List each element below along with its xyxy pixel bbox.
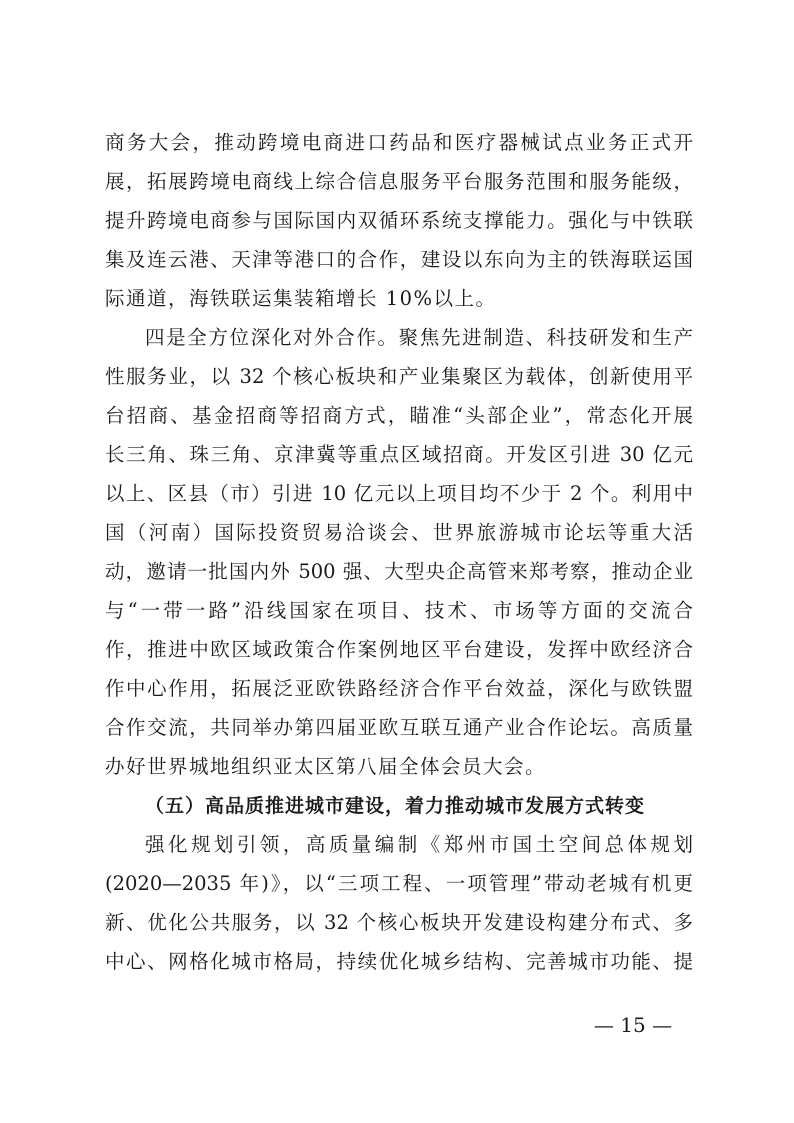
paragraph-start-line: 四是全方位深化对外合作。聚焦先进制造、科技研发和生产 xyxy=(145,326,693,349)
paragraph-start-line: 强化规划引领，高质量编制《郑州市国土空间总体规划 xyxy=(145,833,693,856)
text-line: 集及连云港、天津等港口的合作，建设以东向为主的铁海联运国 xyxy=(105,248,693,271)
section-heading: （五）高品质推进城市建设，着力推动城市发展方式转变 xyxy=(145,795,646,817)
page-number: — 15 — xyxy=(593,1013,673,1037)
text-line: 提升跨境电商参与国际国内双循环系统支撑能力。强化与中铁联 xyxy=(105,209,693,232)
text-line: 展，拓展跨境电商线上综合信息服务平台服务范围和服务能级， xyxy=(105,170,693,193)
text-line: 作，推进中欧区域政策合作案例地区平台建设，发挥中欧经济合 xyxy=(105,638,693,661)
text-line: 新、优化公共服务，以 32 个核心板块开发建设构建分布式、多 xyxy=(105,911,693,934)
text-line: 性服务业，以 32 个核心板块和产业集聚区为载体，创新使用平 xyxy=(105,365,693,388)
text-line: 以上、区县（市）引进 10 亿元以上项目均不少于 2 个。利用中 xyxy=(105,482,693,505)
text-line: 商务大会，推动跨境电商进口药品和医疗器械试点业务正式开 xyxy=(105,131,693,154)
text-line: 台招商、基金招商等招商方式，瞄准“头部企业”，常态化开展 xyxy=(105,404,693,427)
text-line: 合作交流，共同举办第四届亚欧互联互通产业合作论坛。高质量 xyxy=(105,716,693,739)
text-line: 际通道，海铁联运集装箱增长 10%以上。 xyxy=(105,287,497,310)
text-line: 办好世界城地组织亚太区第八届全体会员大会。 xyxy=(105,755,547,778)
text-line: 长三角、珠三角、京津冀等重点区域招商。开发区引进 30 亿元 xyxy=(105,443,693,466)
text-line: 中心、网格化城市格局，持续优化城乡结构、完善城市功能、提 xyxy=(105,950,693,973)
text-line: 作中心作用，拓展泛亚欧铁路经济合作平台效益，深化与欧铁盟 xyxy=(105,677,693,700)
text-line: 国（河南）国际投资贸易洽谈会、世界旅游城市论坛等重大活 xyxy=(105,521,693,544)
text-line: 动，邀请一批国内外 500 强、大型央企高管来郑考察，推动企业 xyxy=(105,560,693,583)
text-line: (2020—2035 年)》，以“三项工程、一项管理”带动老城有机更 xyxy=(105,872,693,895)
text-line: 与“一带一路”沿线国家在项目、技术、市场等方面的交流合 xyxy=(105,599,693,622)
